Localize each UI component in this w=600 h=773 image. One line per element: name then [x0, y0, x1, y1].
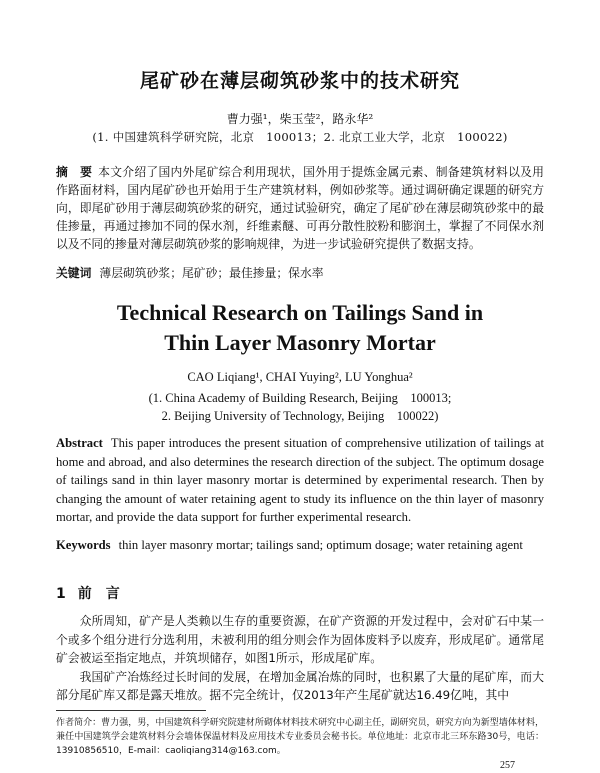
chinese-title: 尾矿砂在薄层砌筑砂浆中的技术研究	[139, 70, 460, 92]
chinese-abstract-text: 本文介绍了国内外尾矿综合利用现状，国外用于提炼金属元素、制备建筑材料以及用作路面材料，国内尾矿砂也开始用于生产建筑材料，例如砂浆等。通过调研确定课题的研究方向，即尾矿砂用于薄层砌筑砂浆的研究，通过试验研究，确定了尾矿砂在薄层砌筑砂浆中的最佳掺量，再通过掺加不同的保水剂，纤维素醚、可再分散性胶粉和膨润土，掌握了不同保水剂以及不同的掺量对薄层砌筑砂浆的影响规律，为进一步试验研究提供了数据支持。	[56, 165, 544, 251]
chinese-keywords	[56, 264, 544, 281]
english-title-line1: Technical Research on Tailings Sand in	[116, 300, 484, 325]
english-affiliation	[0, 389, 600, 425]
author-footnote: 作者简介：曹力强，男，中国建筑科学研究院建材所砌体材料技术研究中心副主任，副研究员，研究方向为新型墙体材料，兼任中国建筑学会建筑材料分会墙体保温材料及应用技术专业委员会秘书长。单位地址：北京市北三环东路30号，电话：13910856510，E-mail：caoliqiang314@163.com。	[56, 718, 544, 756]
english-keywords-text: thin layer masonry mortar; tailings sand; optimum dosage; water retaining agent	[118, 538, 523, 552]
chinese-abstract-label: 摘 要	[56, 165, 93, 179]
english-abstract-text: This paper introduces the present situation of comprehensive utilization of tailings at home and abroad, and also determines the research direction of the subject. The optimum dosage of tailings sand in thin layer masonry mortar is determined by experimental research. Then by changing the amount of water retaining agent to study its influence on the thin layer of masonry mortar, and provide the data support for further experimental research.	[56, 436, 544, 524]
body-paragraph-2: 我国矿产冶炼经过长时间的发展，在增加金属冶炼的同时，也积累了大量的尾矿库，而大部分尾矿库又都是露天堆放。据不完全统计，仅2013年产生尾矿就达16.49亿吨，其中	[56, 669, 544, 702]
chinese-affiliation: (1. 中国建筑科学研究院，北京 100013；2. 北京工业大学，北京 100022)	[92, 130, 508, 144]
body-paragraph-1: 众所周知，矿产是人类赖以生存的重要资源，在矿产资源的开发过程中，会对矿石中某一个或多个组分进行分选利用，未被利用的组分则会作为固体废料予以废弃，形成尾矿。通常尾矿会被运至指定地点，并筑坝储存，如图1所示，形成尾矿库。	[56, 614, 544, 665]
english-abstract-label: Abstract	[56, 436, 103, 450]
english-authors: CAO Liqiang¹, CHAI Yuying², LU Yonghua²	[187, 370, 413, 384]
english-abstract	[56, 434, 544, 527]
chinese-authors: 曹力强¹，柴玉莹²，路永华²	[226, 112, 374, 126]
english-title	[0, 298, 600, 358]
chinese-abstract	[56, 163, 544, 253]
section-number: 1	[56, 586, 66, 602]
section-heading	[56, 583, 120, 603]
english-affiliation-line1: (1. China Academy of Building Research, Beijing 100013;	[148, 391, 452, 405]
chinese-keywords-text: 薄层砌筑砂浆；尾矿砂；最佳掺量；保水率	[99, 266, 324, 280]
section-body	[56, 612, 544, 705]
english-keywords-label: Keywords	[56, 538, 111, 552]
footnote-divider	[56, 710, 206, 711]
english-keywords	[56, 538, 544, 553]
section-title: 前 言	[77, 586, 120, 602]
page-number: 257	[500, 760, 515, 771]
chinese-keywords-label: 关键词	[56, 266, 92, 280]
english-title-line2: Thin Layer Masonry Mortar	[164, 330, 436, 355]
english-affiliation-line2: 2. Beijing University of Technology, Beijing 100022)	[161, 409, 439, 423]
